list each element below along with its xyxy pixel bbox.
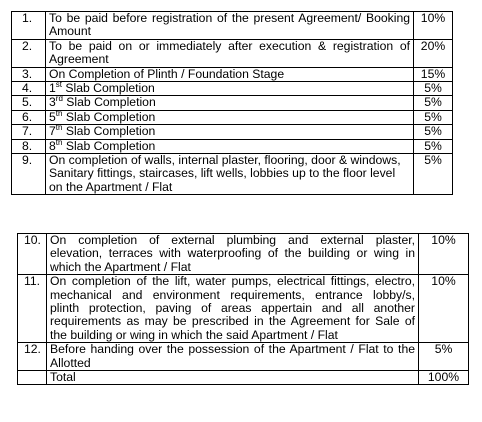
row-number: 4.: [12, 82, 46, 96]
table-row: [18, 343, 469, 371]
row-description: 1st Slab Completion: [46, 82, 414, 96]
payment-schedule-table-2: [17, 233, 469, 385]
total-percentage: 100%: [419, 371, 469, 385]
row-description: On completion of external plumbing and external plaster, elevation, terraces with waterproofing of the building or wing in which the Apartment / Flat: [47, 234, 419, 275]
total-number-cell: [18, 371, 47, 385]
row-percentage: 5%: [414, 96, 453, 110]
table-row: [12, 154, 453, 195]
table-row: [12, 125, 453, 139]
table-row: [12, 82, 453, 96]
table-row: [12, 39, 453, 67]
row-number: 5.: [12, 96, 46, 110]
row-description: To be paid before registration of the present Agreement/ Booking Amount: [46, 12, 414, 40]
row-number: 10.: [18, 234, 47, 275]
row-description: 5th Slab Completion: [46, 110, 414, 124]
row-description: 7th Slab Completion: [46, 125, 414, 139]
row-percentage: 5%: [419, 343, 469, 371]
row-percentage: 5%: [414, 82, 453, 96]
row-percentage: 5%: [414, 139, 453, 153]
row-percentage: 10%: [419, 234, 469, 275]
row-description: 8th Slab Completion: [46, 139, 414, 153]
table-row: [18, 275, 469, 343]
row-description: Before handing over the possession of the Apartment / Flat to the Allotted: [47, 343, 419, 371]
row-description: 3rd Slab Completion: [46, 96, 414, 110]
row-number: 6.: [12, 110, 46, 124]
row-number: 8.: [12, 139, 46, 153]
table-row: [12, 110, 453, 124]
total-label: Total: [47, 371, 419, 385]
table-row: [12, 12, 453, 40]
row-percentage: 5%: [414, 110, 453, 124]
table-row: [12, 139, 453, 153]
total-row: [18, 371, 469, 385]
row-percentage: 10%: [419, 275, 469, 343]
row-description: On Completion of Plinth / Foundation Stage: [46, 67, 414, 81]
row-number: 9.: [12, 154, 46, 195]
row-description: On completion of the lift, water pumps, electrical fittings, electro, mechanical and environment requirements, entrance lobby/s, plinth protection, paving of areas appertain and all another requirements as may be prescribed in the Agreement for Sale of the building or wing in which the said Apartment / Flat: [47, 275, 419, 343]
row-number: 7.: [12, 125, 46, 139]
table-row: [18, 234, 469, 275]
table-row: [12, 67, 453, 81]
row-percentage: 5%: [414, 125, 453, 139]
payment-schedule-table-1: [11, 11, 453, 195]
row-number: 1.: [12, 12, 46, 40]
row-percentage: 5%: [414, 154, 453, 195]
row-description: On completion of walls, internal plaster, flooring, door & windows, Sanitary fittings, staircases, lift wells, lobbies up to the floor level on the Apartment / Flat: [46, 154, 414, 195]
row-number: 3.: [12, 67, 46, 81]
row-description: To be paid on or immediately after execution & registration of Agreement: [46, 39, 414, 67]
row-percentage: 10%: [414, 12, 453, 40]
row-percentage: 20%: [414, 39, 453, 67]
table-row: [12, 96, 453, 110]
row-number: 12.: [18, 343, 47, 371]
row-number: 11.: [18, 275, 47, 343]
row-percentage: 15%: [414, 67, 453, 81]
row-number: 2.: [12, 39, 46, 67]
